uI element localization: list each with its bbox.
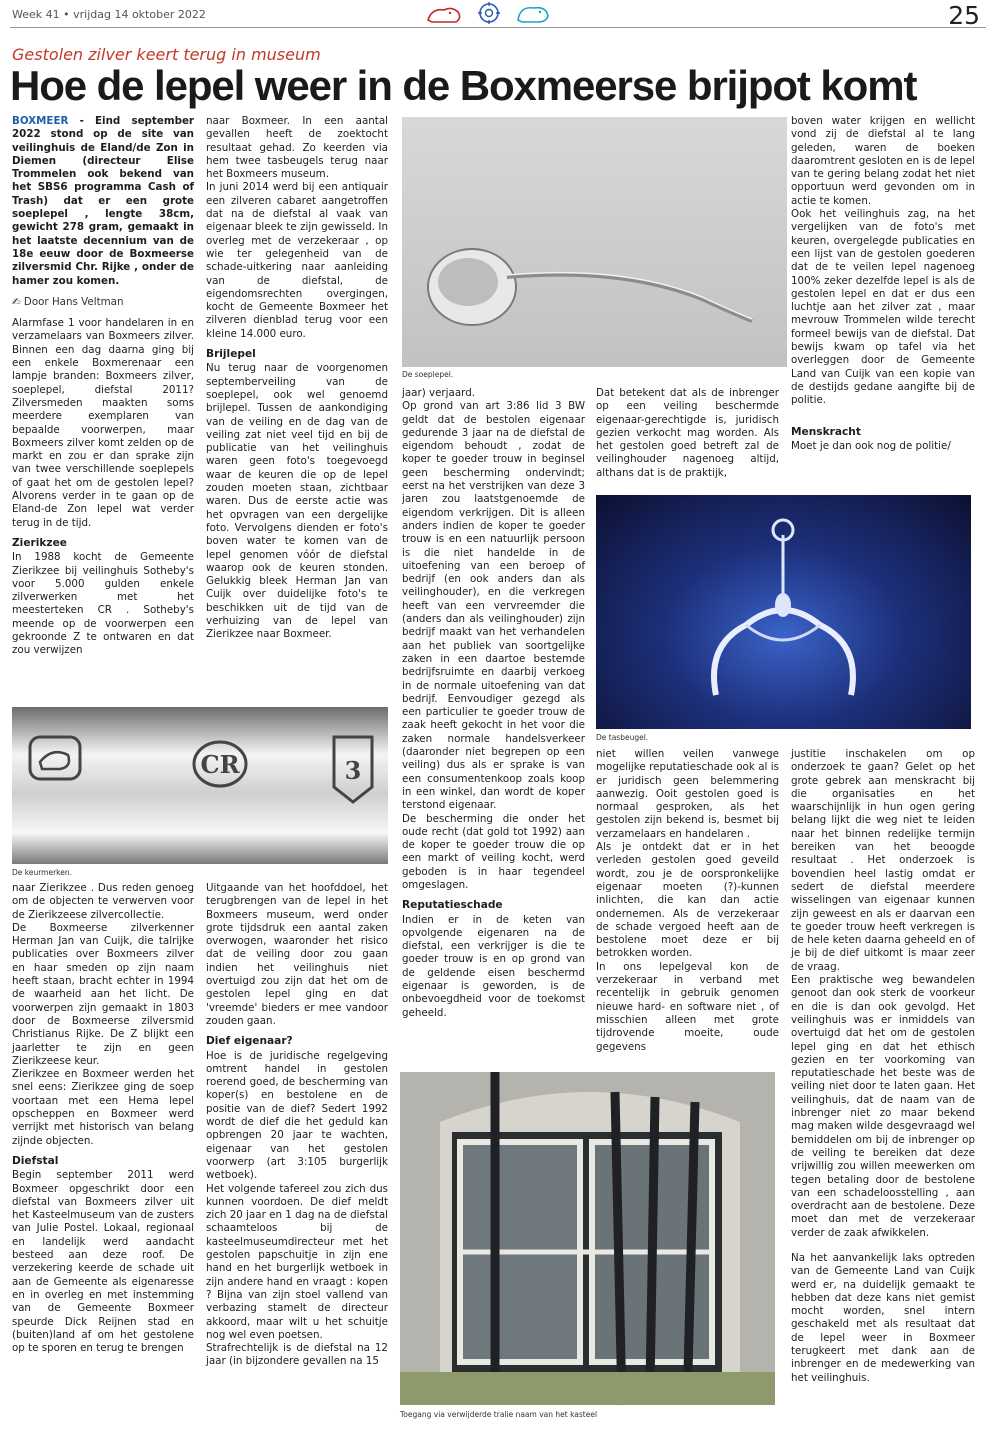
- paragraph: Hoe is de juridische regelgeving omtrent handel in gestolen roerend goed, de bescherming van koper(s) en bestolene en de positie van de dief? Sedert 1992 wordt de dief die het geduld kan opbrengen 20 jaar te wachten, eigenaar van het gestolen voorwerp (art 3:105 burgerlijk wetboek).: [206, 1049, 388, 1182]
- column-4-upper: [596, 387, 779, 487]
- subheading-zierikzee: Zierikzee: [12, 536, 67, 549]
- svg-text:3: 3: [344, 756, 362, 785]
- byline: Door Hans Veltman: [23, 295, 124, 308]
- page-number: 25: [948, 1, 980, 30]
- column-5-lower: [791, 748, 975, 1423]
- paragraph: Dat betekent dat als de inbrenger op een veiling beschermde eigenaar-gerechtigde is, juridisch gezien verkocht mag worden. Als het gestolen goed betreft zal de veilinghouder nagenoeg altijd, althans dat is de praktijk,: [596, 387, 779, 479]
- article-kicker: Gestolen zilver keert terug in museum: [12, 45, 321, 64]
- lead-paragraph: - Eind september 2022 stond op de site van veilinghuis de Eland/de Zon in Diemen (directeur Elise Trommelen ook bekend van het SBS6 programma Cash of Trash) dat er een grote soeplepel , lengte 38cm, gewicht 278 gram, gemaakt in het laatste decennium van de 18e eeuw door de Boxmeerse zilversmid Chr. Rijke , onder de hamer zou komen.: [12, 115, 194, 287]
- paragraph: niet willen veilen vanwege mogelijke reputatieschade ook al is er juridisch geen belemmering aanwezig. Ooit gestolen goed is normaal gesproken, als het gestolen zijn bekend is, besmet bij verzamelaars en handelaren .: [596, 748, 779, 840]
- paragraph: In juni 2014 werd bij een antiquair een zilveren cabaret aangetroffen dat na de diefstal al vaak van eigenaar bleek te zijn gewisseld. In overleg met de verzekeraar , op wie ter gelegenheid van de schade-uitkering naar aanleiding van de diefstal, de eigendomsrechten overgingen, kocht de Gemeente Boxmeer het zilveren dienblad terug voor een kleine 14.000 euro.: [206, 181, 388, 340]
- paragraph: Uitgaande van het hoofddoel, het terugbrengen van de lepel in het Boxmeers museum, werd onder grote tijdsdruk een aantal zaken overwogen, waaronder het risico dat de veiling door zou gaan indien het veilinghuis niet overtuigd zou zijn dat het om de gestolen lepel ging en dat 'vreemde' bieders er mee vandoor zouden gaan.: [206, 882, 388, 1027]
- column-4-middle: [596, 748, 779, 1064]
- column-2-lower: [206, 882, 388, 1424]
- paragraph: Begin september 2011 werd Boxmeer opgeschrikt door een diefstal van Boxmeers zilver uit het Kasteelmuseum van de zusters van Julie Postel. Lokaal, regionaal en landelijk werd aandacht besteed aan deze roof. De verzekering keerde de schade uit aan de Gemeente als eigenaresse en in overleg en met instemming van de Gemeente Boxmeer speurde Dick Reijnen stad en (buiten)land af om het gestolene op te sporen en terug te brengen: [12, 1169, 194, 1355]
- paragraph: Het volgende tafereel zou zich dus kunnen voordoen. De dief meldt zich 20 jaar en 1 dag na de diefstal schaamteloos bij de kasteelmuseumdirecteur met het gestolen papschuitje in zijn ene hand en het burgerlijk wetboek in zijn andere hand en vraagt : kopen ? Bijna van zijn stoel vallend van verbazing stamelt de directeur akkoord, maar wilt u het schuitje nog wel even poetsen.: [206, 1182, 388, 1341]
- paragraph: Alarmfase 1 voor handelaren in en verzamelaars van Boxmeers zilver. Binnen een dag daarna ging bij een enkele Boxmerenaar een lampje branden: Boxmeers zilver, soeplepel, diefstal 2011? Zilversmeden maakten soms meerdere exemplaren van bepaalde voorwerpen, maar Boxmeers zilver komt zelden op de markt en zou er dan sprake zijn van twee verschillende soeplepels of gaat het om de gestolen lepel? Alvorens verder in te gaan op de Eland-de Zon lepel wat verder terug in de tijd.: [12, 317, 194, 529]
- hallmarks-photo: [12, 707, 388, 864]
- paragraph: naar Boxmeer. In een aantal gevallen heeft de zoektocht resultaat gehad. Zo keerden via hem twee tasbeugels terug naar het Boxmeers museum.: [206, 115, 388, 181]
- paragraph: In ons lepelgeval kon de verzekeraar in verband met recentelijk in gebruik genomen nieuwe hard- en software niet , of misschien alleen met grote tijdrovende moeite, oude gegevens: [596, 960, 779, 1053]
- subheading-menskracht: Menskracht: [791, 425, 861, 438]
- marks-caption: De keurmerken.: [12, 868, 72, 877]
- paragraph: Nu terug naar de voorgenomen septemberveiling van de soeplepel, ook wel genoemd brijlepel. Tussen de aankondiging van de veiling en de dag van de veiling zat niet veel tijd en bij de publicatie van het veilinghuis waren geen foto's toegevoegd waar de keuren die op de lepel zouden moeten staan, zichtbaar waren. Dus de eerste actie was het opvragen van een dergelijke foto. Vervolgens dienden er foto's boven water te komen van de lepel genomen vóór de diefstal waarop ook de keuren stonden. Gelukkig bleek Herman Jan van Cuijk over duidelijke foto's te beschikken uit de tijd van de verhuizing van de lepel van Zierikzee naar Boxmeer.: [206, 362, 388, 641]
- column-5-upper: [791, 115, 975, 495]
- pen-icon: ✍: [12, 295, 24, 308]
- subheading-reputatieschade: Reputatieschade: [402, 899, 503, 912]
- ladle-caption: De soeplepel.: [402, 370, 454, 379]
- paragraph: Een praktische weg bewandelen genoot dan ook sterk de voorkeur en die is dan ook gevolgd. Het veilinghuis was er inmiddels van overtuigd dat het om de gestolen lepel ging en dat het ethisch gezien en ter voorkoming van reputatieschade het beste was de veiling niet door te laten gaan. Het veilinghuis, dat de naam van de inbrenger niet zo maar bekend mag maken wilde desgevraagd wel bemiddelen om bij de inbrenger op de veiling te bereiken dat deze vrijwillig zou willen meewerken om tegen betaling door de bestolene van een schadeloosstelling , aan overdracht aan de bestolene. Deze moet dan met de verzekeraar verder de zaak afwikkelen.: [791, 974, 975, 1239]
- purse-clasp-photo: [596, 495, 971, 729]
- subheading-diefstal: Diefstal: [12, 1154, 59, 1167]
- column-1-upper: [12, 115, 194, 695]
- header-rule: [10, 27, 986, 28]
- paragraph: justitie inschakelen om op onderzoek te gaan? Gelet op het grote gebrek aan menskracht bij die organisaties en het waarschijnlijk in hun ogen gering belang lijkt die weg niet te leiden naar het binnen redelijke termijn bereiken van het beoogde resultaat . Het onderzoek is bovendien heel lastig omdat er sedert de diefstal meerdere wisselingen van eigenaar kunnen zijn geweest en als er daarvan een te goeder trouw heeft verkregen is de hele keten daarna geheeld en of je bij de dief uitkomt is maar zeer de vraag.: [791, 748, 975, 973]
- paragraph: Na het aanvankelijk laks optreden van de Gemeente Land van Cuijk werd er, na duidelijk gemaakt te hebben dat deze kans niet gemist mocht worden, snel intern geschakeld met als resultaat dat de lepel weer in Boxmeer terugkeert met dank aan de inbrenger en de medewerking van het veilinghuis.: [791, 1251, 975, 1384]
- paragraph: Op grond van art 3:86 lid 3 BW geldt dat de bestolen eigenaar gedurende 3 jaar na de diefstal de eigendom behoudt , zodat de koper te goeder trouw in beginsel geen bescherming ondervindt; eerst na het verstrijken van deze 3 jaren zou laatstgenoemde de eigendom verkrijgen. Dit is alleen anders indien de koper te goeder trouw is en een natuurlijk persoon is die niet handelde in de uitoefening van een beroep of bedrijf (en ook anders dan als veilinghouder), en die verkregen heeft van een vervreemder die (anders dan als veilinghouder) zijn bedrijf maakt van het verhandelen aan het publiek van soortgelijke zaken in een daartoe bestemde bedrijfsruimte en daarbij verkoeg in de normale uitoefening van dat bedrijf. Eenvoudiger gezegd als een particulier te goeder trouw de zaak heeft gekocht in het voor die zaken normale handelsverkeer (daaronder niet begrepen op een veiling) dus als er sprake is van een consumentenkoop zoals koop in een winkel, dan wordt de koper terstond eigenaar.: [402, 400, 585, 812]
- ladle-photo: [402, 117, 787, 367]
- hallmark-cr: CR: [200, 750, 240, 779]
- window-caption: Toegang via verwijderde tralie naam van het kasteel: [400, 1410, 598, 1419]
- purse-caption: De tasbeugel.: [596, 733, 649, 742]
- column-3-upper: [402, 387, 585, 1019]
- article-headline: Hoe de lepel weer in de Boxmeerse brijpot komt: [10, 62, 917, 109]
- paragraph: Zierikzee en Boxmeer werden het snel eens: Zierikzee ging de soep voortaan met een Hema lepel opscheppen en Boxmeer werd verrijkt met historisch van belang zijnde objecten.: [12, 1068, 194, 1147]
- paragraph: naar Zierikzee . Dus reden genoeg om de objecten te verwerven voor de Zierikzeese zilvercollectie.: [12, 882, 194, 921]
- paragraph: Moet je dan ook nog de politie/: [791, 439, 951, 452]
- window-bars-photo: [400, 1072, 775, 1405]
- paragraph: De Boxmeerse zilverkenner Herman Jan van Cuijk, die talrijke publicaties over Boxmeers zilver en haar smeden op zijn naam heeft staan, bracht echter in 1994 de waarheid aan het licht. De voorwerpen zijn gemaakt in 1803 door de Boxmeerse zilversmid Christianus Rijke. De Z blijkt een jaarletter te zijn en geen Zierikzeese keur.: [12, 921, 194, 1067]
- issue-date: Week 41 • vrijdag 14 oktober 2022: [12, 8, 206, 21]
- paragraph: De bescherming die onder het oude recht (dat gold tot 1992) aan de koper te goeder trouw die op een markt of veiling kocht, werd geboden is in haar tegendeel omgeslagen.: [402, 812, 585, 891]
- paragraph: boven water krijgen en wellicht vond zij de diefstal al te lang geleden, waren de boeken daaromtrent gesloten en is de lepel van te gering belang zodat het niet opportuun werd gevonden om in actie te komen.: [791, 115, 975, 207]
- paragraph: jaar) verjaard.: [402, 387, 476, 399]
- paragraph: Ook het veilinghuis zag, na het vergelijken van de foto's met keuren, overgelegde publicaties en een lijst van de gestolen goederen dat de te veilen lepel nagenoeg 100% zeker dezelfde lepel is als de gestolen lepel en dat er dus een luchtje aan het zilver zat , maar mevrouw Trommelen wilde terecht formeel bewijs van de diefstal. Dat bewijs kwam op tafel via het overleggen door de Gemeente Land van Cuijk van een kopie van de destijds gedane aangifte bij de politie.: [791, 208, 975, 407]
- column-1-lower: [12, 882, 194, 1424]
- subheading-brijlepel: Brijlepel: [206, 348, 256, 361]
- boxmeer-animals-logo-icon: [422, 0, 557, 26]
- subheading-dief-eigenaar: Dief eigenaar?: [206, 1035, 293, 1048]
- paragraph: In 1988 kocht de Gemeente Zierikzee bij veilinghuis Sotheby's voor 5.000 gulden enkele zilverwerken met het meesterteken CR . Sotheby's meende op de voorwerpen een gekroonde Z te ontwaren en dat zou verwijzen: [12, 551, 194, 657]
- dateline: BOXMEER: [12, 115, 69, 127]
- paragraph: Als je ontdekt dat er in het verleden gestolen goed geveild wordt, zou je de oorspronkelijke eigenaar moeten (?)-kunnen inlichten, die kan dan actie ondernemen. Als de verzekeraar de schade vergoed heeft aan de bestolene moet deze er bij betrokken worden.: [596, 841, 779, 960]
- paragraph: Strafrechtelijk is de diefstal na 12 jaar (in bijzondere gevallen na 15: [206, 1342, 388, 1368]
- paragraph: Indien er in de keten van opvolgende eigenaren na de diefstal, een verkrijger is die te goeder trouw is en op grond van de geldende eisen beschermd eigenaar is geworden, is de onbevoegdheid voor de toekomst geheeld.: [402, 913, 585, 1019]
- column-2-upper: [206, 115, 388, 695]
